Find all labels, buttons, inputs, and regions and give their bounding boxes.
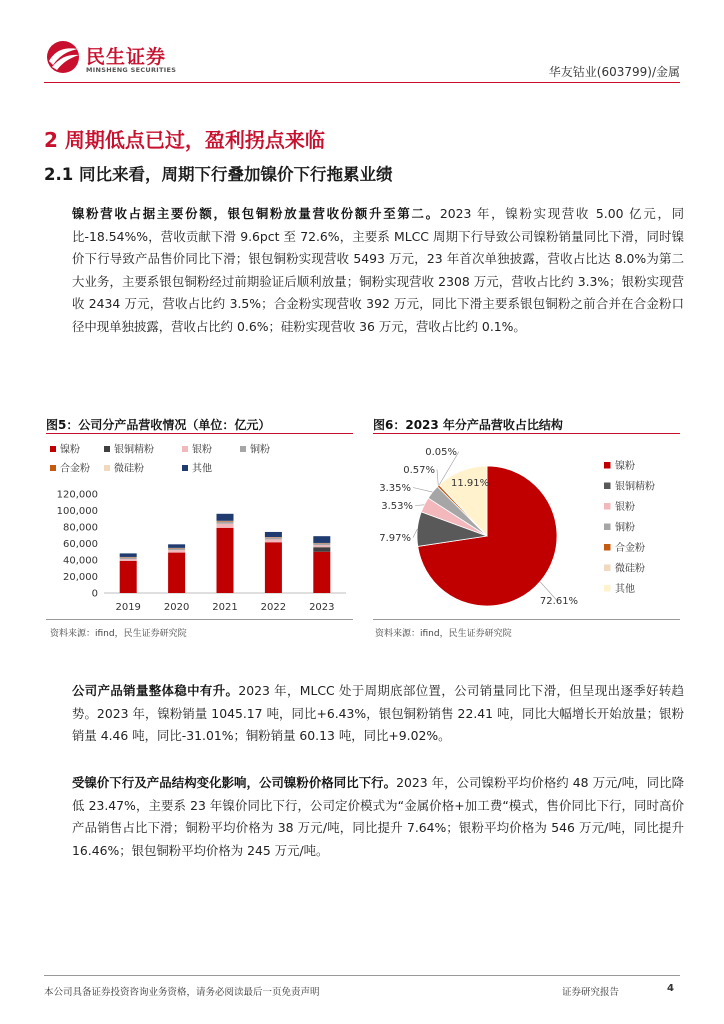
y-tick-label: 40,000 — [63, 555, 98, 567]
legend-swatch — [104, 465, 110, 471]
stacked-bar-chart — [46, 438, 356, 618]
subsection-heading: 2.1 同比来看，周期下行叠加镍价下行拖累业绩 — [44, 165, 393, 184]
paragraph-lead: 公司产品销量整体稳中有升。 — [72, 683, 239, 698]
legend-label: 微硅粉 — [615, 563, 645, 575]
legend-label: 微硅粉 — [114, 463, 144, 475]
x-tick-label: 2021 — [212, 602, 238, 613]
legend-label: 其他 — [192, 463, 212, 475]
y-tick-label: 0 — [91, 588, 98, 600]
page-number: 4 — [667, 983, 674, 994]
minsheng-logo — [44, 39, 204, 79]
legend-label: 合金粉 — [615, 543, 645, 554]
footer-divider — [44, 975, 680, 976]
legend-swatch — [604, 585, 611, 592]
x-tick-label: 2020 — [163, 602, 190, 613]
bar-segment — [313, 543, 330, 545]
logo-text-cn: 民生证券 — [86, 46, 167, 68]
bar-segment — [313, 545, 330, 547]
bar-segment — [217, 522, 234, 524]
legend-label: 合金粉 — [60, 463, 90, 475]
footer-disclaimer: 本公司具备证券投资咨询业务资格，请务必阅读最后一页免责声明 — [44, 987, 320, 998]
y-tick-label: 100,000 — [56, 506, 98, 517]
legend-label: 银铜精粉 — [114, 444, 154, 456]
bar-segment — [120, 559, 137, 561]
paragraph-body: 2023 年，MLCC 处于周期底部位置，公司销量同比下滑，但呈现出逐季好转趋势。2023 年，镍粉销量 1045.17 吨，同比+6.43%，银包铜粉销售 22.41 吨，同比大幅增长开始放量；银粉销量 4.46 吨，同比-31.01%；铜粉销量 60.13 吨，同比+9.02%。 — [72, 683, 685, 744]
pie-data-label: 72.61% — [539, 596, 579, 607]
legend-label: 银粉 — [192, 444, 212, 456]
paragraph-price — [72, 772, 684, 862]
legend-swatch — [604, 544, 611, 551]
y-tick-label: 80,000 — [63, 522, 98, 534]
bar-segment — [120, 558, 137, 560]
legend-label: 银铜精粉 — [615, 481, 655, 493]
paragraph-volume — [72, 680, 684, 748]
pie-data-label: 0.57% — [403, 465, 435, 476]
legend-swatch — [604, 462, 611, 469]
legend-label: 银粉 — [615, 502, 635, 513]
legend-swatch — [240, 446, 246, 452]
legend-swatch — [604, 483, 611, 490]
bar-segment — [265, 538, 282, 540]
legend-swatch — [182, 465, 188, 471]
bar-segment — [313, 552, 330, 593]
y-tick-label: 20,000 — [63, 572, 98, 583]
bar-segment — [168, 553, 185, 593]
leader-line — [437, 470, 438, 486]
paragraph-lead: 镍粉营收占据主要份额，银包铜粉放量营收份额升至第二。 — [72, 206, 440, 221]
legend-swatch — [604, 524, 611, 531]
leader-line — [415, 505, 424, 506]
legend-swatch — [182, 446, 188, 452]
minsheng-logo-icon — [44, 39, 82, 75]
figure6-title-rule — [373, 433, 680, 434]
bar-segment — [313, 547, 330, 552]
pie-chart — [373, 438, 683, 618]
legend-swatch — [604, 503, 611, 510]
bar-segment — [120, 553, 137, 557]
legend-label: 铜粉 — [250, 444, 270, 456]
section-heading: 2 周期低点已过，盈利拐点来临 — [44, 128, 325, 152]
leader-line — [413, 488, 432, 493]
stock-label: 华友钴业(603799)/金属 — [548, 65, 680, 79]
bar-segment — [265, 542, 282, 593]
pie-data-label: 7.97% — [379, 533, 411, 544]
paragraph-body: 2023 年，镍粉实现营收 5.00 亿元，同比-18.54%%，营收贡献下滑 9.6pct 至 72.6%，主要系 MLCC 周期下行导致公司镍粉销量同比下滑，同时镍价下行导致产品售价同比下滑；银包铜粉实现营收 5493 万元，23 年首次单独披露，营收占比达 8.0%为第二大业务，主要系银包铜粉经过前期验证后顺利放量；铜粉实现营收 2308 万元，营收占比约 3.3%；银粉实现营收 2434 万元，营收占比约 3.5%；合金粉实现营收 392 万元，同比下滑主要系银包铜粉之前合并在合金粉口径中现单独披露，营收占比约 0.6%；硅粉实现营收 36 万元，营收占比约 0.1%。 — [72, 206, 685, 334]
bar-segment — [168, 550, 185, 552]
figure5-title: 图5：公司分产品营收情况（单位：亿元） — [46, 418, 271, 432]
pie-data-label: 3.35% — [379, 483, 411, 494]
legend-swatch — [50, 446, 56, 452]
figure6-source: 资料来源：ifind，民生证券研究院 — [375, 629, 512, 639]
bar-segment — [120, 561, 137, 593]
legend-swatch — [50, 465, 56, 471]
legend-label: 镍粉 — [60, 444, 80, 456]
figure6-title: 图6：2023 年分产品营收占比结构 — [373, 418, 563, 432]
bar-segment — [265, 539, 282, 542]
footer-report-type: 证券研究报告 — [562, 987, 620, 998]
legend-swatch — [104, 446, 110, 452]
figure5-source: 资料来源：ifind，民生证券研究院 — [50, 629, 187, 639]
x-tick-label: 2019 — [115, 602, 141, 613]
y-tick-label: 120,000 — [56, 489, 98, 501]
legend-label: 镍粉 — [615, 461, 635, 472]
x-tick-label: 2023 — [309, 602, 335, 613]
legend-swatch — [604, 565, 611, 572]
pie-data-label: 11.91% — [451, 478, 490, 489]
pie-data-label: 0.05% — [425, 447, 457, 458]
paragraph-body: 2023 年，公司镍粉平均价格约 48 万元/吨，同比降低 23.47%，主要系 23 年镍价同比下行，公司定价模式为“金属价格+加工费“模式，售价同比下行，同时高价产品销售占比下滑；铜粉平均价格为 38 万元/吨，同比提升 7.64%；银粉平均价格为 546 万元/吨，同比提升 16.46%；银包铜粉平均价格为 245 万元/吨。 — [72, 775, 685, 858]
paragraph-revenue — [72, 203, 684, 339]
figure5-source-rule — [46, 619, 353, 620]
logo-text-en: MINSHENG SECURITIES — [86, 66, 177, 74]
page-header — [0, 0, 724, 84]
bar-segment — [217, 528, 234, 593]
figure5-title-rule — [46, 433, 353, 434]
bar-segment — [217, 521, 234, 522]
bar-segment — [217, 524, 234, 528]
header-divider — [44, 82, 680, 83]
bar-segment — [217, 514, 234, 521]
bar-segment — [265, 532, 282, 537]
legend-label: 铜粉 — [615, 522, 635, 534]
y-tick-label: 60,000 — [63, 539, 98, 550]
pie-data-label: 3.53% — [381, 501, 413, 512]
legend-label: 其他 — [615, 584, 635, 595]
bar-segment — [313, 536, 330, 543]
figure6-source-rule — [373, 619, 680, 620]
paragraph-lead: 受镍价下行及产品结构变化影响，公司镍粉价格同比下行。 — [72, 775, 397, 790]
bar-segment — [168, 548, 185, 550]
bar-segment — [168, 544, 185, 548]
x-tick-label: 2022 — [260, 602, 287, 613]
